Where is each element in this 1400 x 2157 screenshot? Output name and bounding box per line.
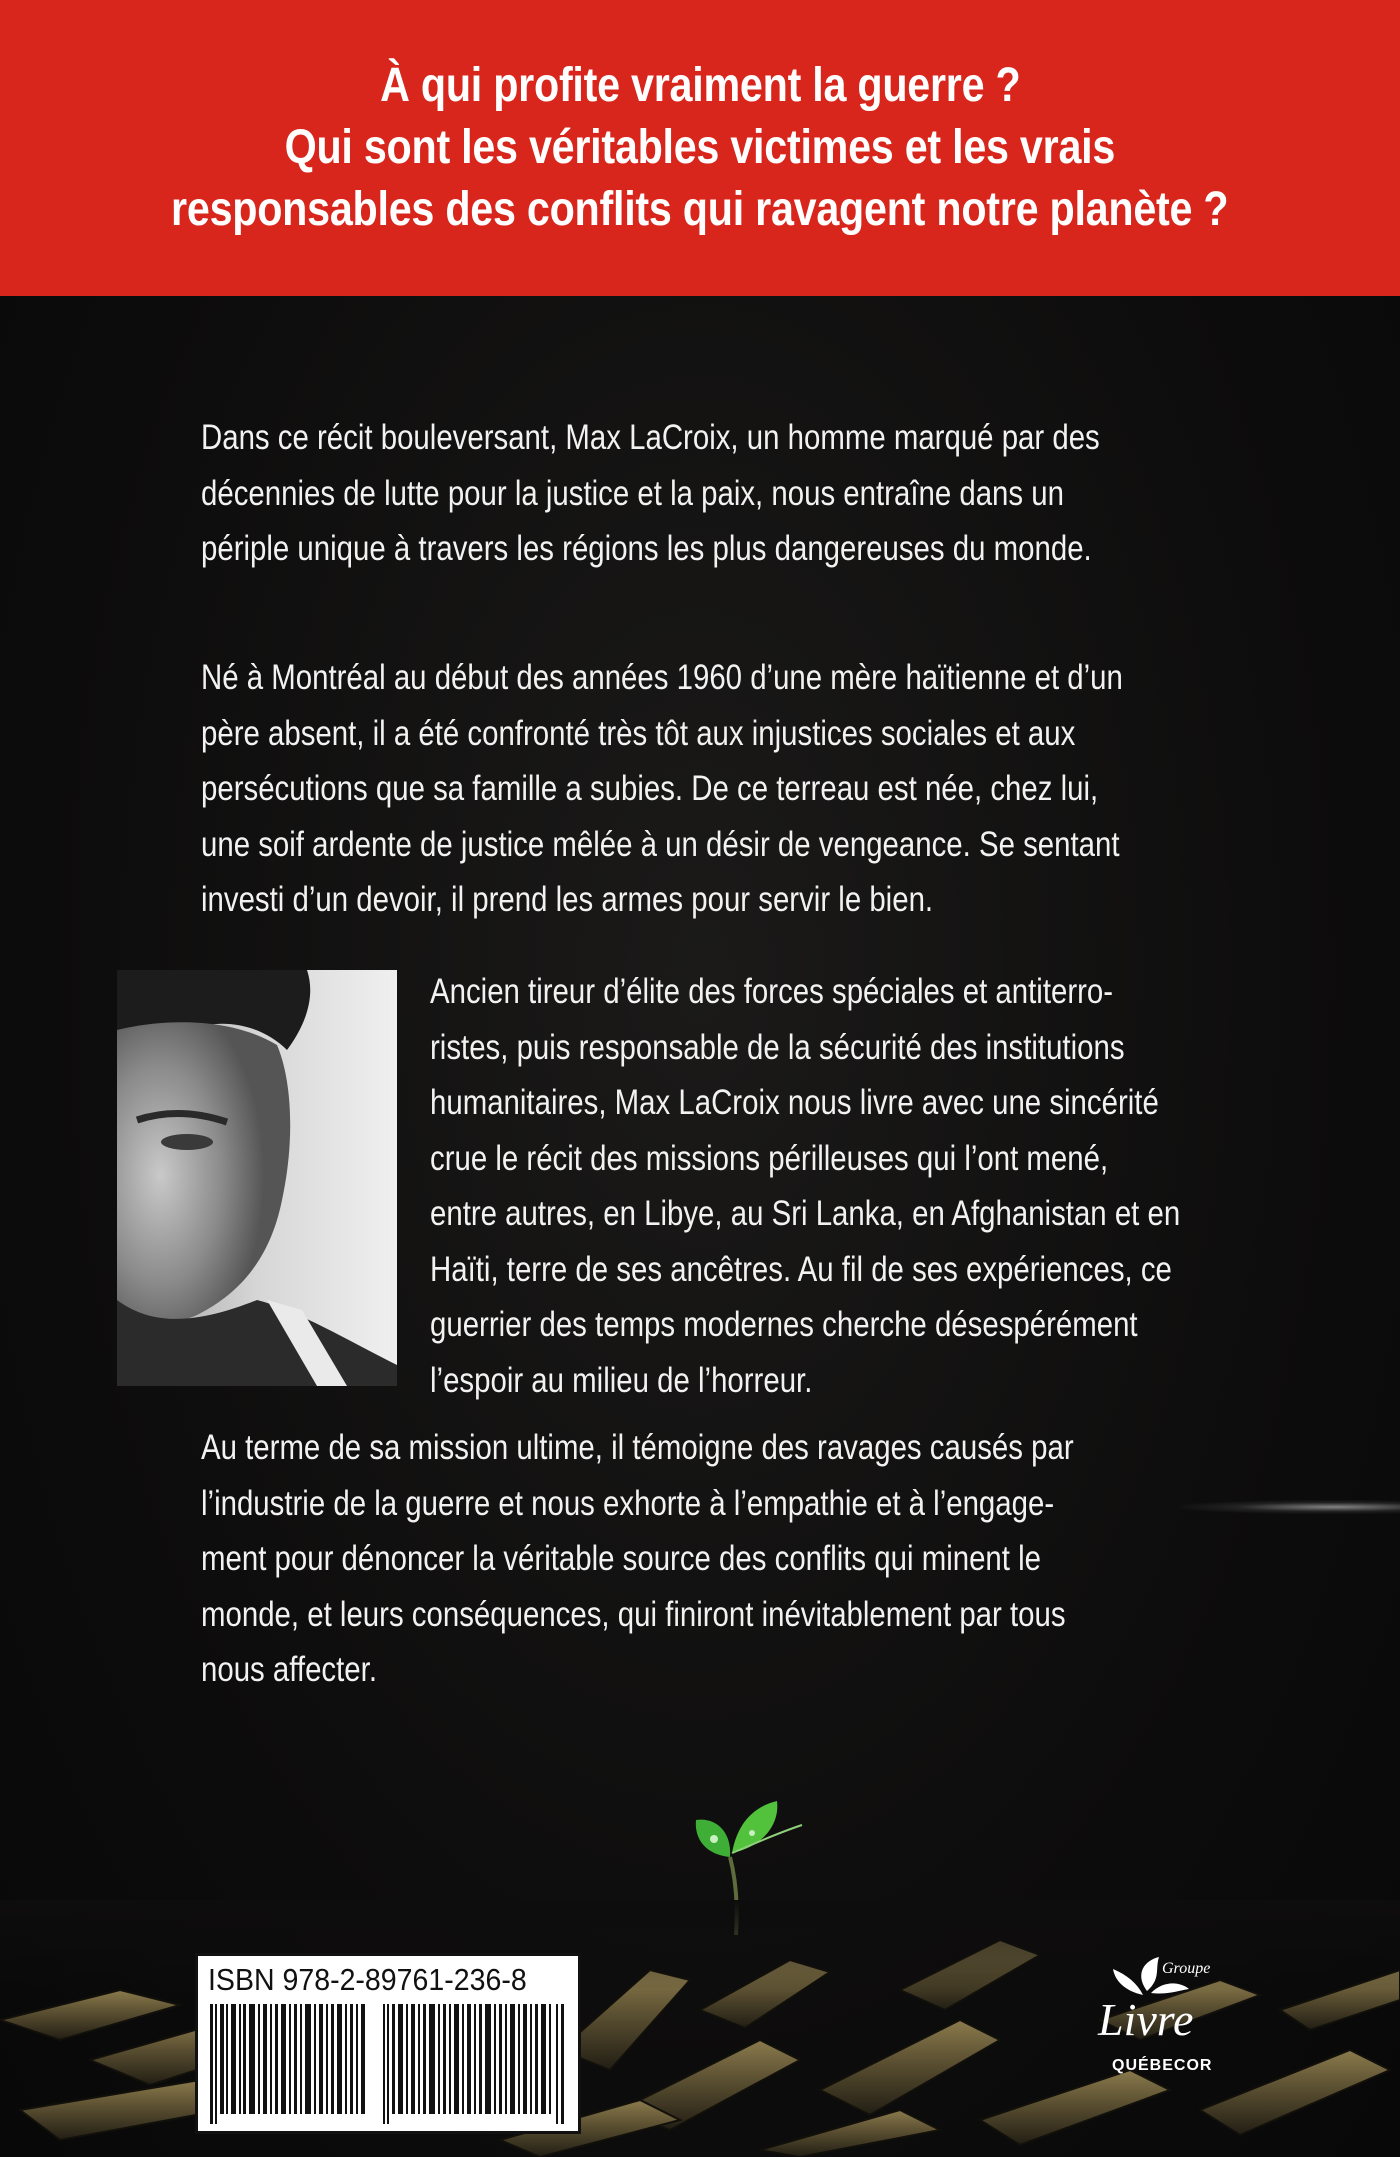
barcode-bars <box>210 2004 566 2124</box>
headline-banner <box>0 0 1400 296</box>
publisher-quebecor-text: QUÉBECOR <box>1112 2057 1213 2074</box>
paragraph-line: monde, et leurs conséquences, qui finiront inévitablement par tous <box>201 1594 1066 1634</box>
isbn-number: ISBN 978-2-89761-236-8 <box>208 1962 527 1997</box>
paragraph-conclusion <box>201 1420 1074 1698</box>
paragraph-line: Dans ce récit bouleversant, Max LaCroix, un homme marqué par des <box>201 418 1100 457</box>
headline-line-2: Qui sont les véritables victimes et les vrais <box>284 121 1116 174</box>
author-photo <box>117 970 397 1386</box>
bullet-light-streak <box>1180 1500 1400 1514</box>
paragraph-line: Haïti, terre de ses ancêtres. Au fil de ses expériences, ce <box>430 1249 1172 1289</box>
paragraph-line: père absent, il a été confronté très tôt aux injustices sociales et aux <box>201 713 1076 753</box>
paragraph-line: investi d’un devoir, il prend les armes pour servir le bien. <box>201 880 934 919</box>
publisher-groupe-text: Groupe <box>1162 1960 1211 1977</box>
paragraph-line: Ancien tireur d’élite des forces spéciales et antiterro- <box>430 972 1114 1011</box>
paragraph-career <box>430 964 1180 1408</box>
paragraph-line: ment pour dénoncer la véritable source des conflits qui minent le <box>201 1539 1041 1578</box>
paragraph-biography <box>201 650 1123 928</box>
paragraph-line: crue le récit des missions périlleuses qui l’ont mené, <box>430 1138 1109 1178</box>
paragraph-line: entre autres, en Libye, au Sri Lanka, en Afghanistan et en <box>430 1194 1181 1233</box>
isbn-barcode <box>195 1953 581 2134</box>
paragraph-line: ristes, puis responsable de la sécurité des institutions <box>430 1027 1125 1067</box>
headline-line-3: responsables des conflits qui ravagent notre planète ? <box>171 183 1229 236</box>
paragraph-line: guerrier des temps modernes cherche désespérément <box>430 1305 1138 1344</box>
paragraph-line: nous affecter. <box>201 1650 377 1689</box>
author-photo-illustration <box>117 970 397 1386</box>
paragraph-line: une soif ardente de justice mêlée à un désir de vengeance. Se sentant <box>201 824 1120 864</box>
paragraph-line: persécutions que sa famille a subies. De ce terreau est née, chez lui, <box>201 769 1099 808</box>
publisher-livre-text: Livre <box>1098 1994 1194 2045</box>
paragraph-line: périple unique à travers les régions les plus dangereuses du monde. <box>201 529 1092 568</box>
paragraph-line: l’espoir au milieu de l’horreur. <box>430 1360 813 1400</box>
paragraph-intro <box>201 410 1100 577</box>
paragraph-line: décennies de lutte pour la justice et la paix, nous entraîne dans un <box>201 473 1064 513</box>
paragraph-line: humanitaires, Max LaCroix nous livre avec une sincérité <box>430 1083 1159 1122</box>
paragraph-line: Au terme de sa mission ultime, il témoigne des ravages causés par <box>201 1428 1074 1467</box>
paragraph-line: Né à Montréal au début des années 1960 d’une mère haïtienne et d’un <box>201 658 1123 697</box>
headline-line-1: À qui profite vraiment la guerre ? <box>379 59 1021 112</box>
paragraph-line: l’industrie de la guerre et nous exhorte à l’empathie et à l’engage- <box>201 1483 1055 1523</box>
